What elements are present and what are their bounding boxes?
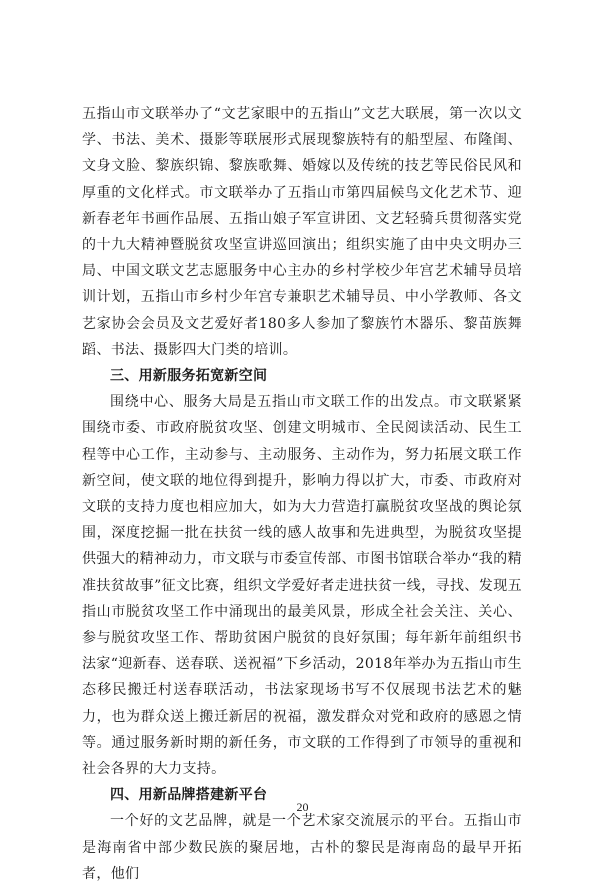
section-heading-4: 四、用新品牌搭建新平台 (110, 787, 268, 804)
page-number: 20 (296, 800, 309, 814)
paragraph-service-expansion: 围绕中心、服务大局是五指山市文联工作的出发点。市文联紧紧围绕市委、市政府脱贫攻坚、创建文明城市、全民阅读活动、民生工程等中心工作，主动参与、主动服务、主动作为，努力拓展文联工作新空间，使文联的地位得到提升，影响力得以扩大，市委、市政府对文联的支持力度也相应加大，如为大力营造打赢脱贫攻坚战的舆论氛围，深度挖掘一批在扶贫一线的感人故事和先进典型，为脱贫攻坚提供强大的精神动力，市文联与市委宣传部、市图书馆联合举办“我的精准扶贫故事”征文比赛，组织文学爱好者走进扶贫一线，寻找、发现五指山市脱贫攻坚工作中涌现出的最美风景，形成全社会关注、关心、参与脱贫攻坚工作、帮助贫困户脱贫的良好氛围；每年新年前组织书法家“迎新春、送春联、送祝福”下乡活动，2018年举办为五指山市生态移民搬迁村送春联活动，书法家现场书写不仅展现书法艺术的魅力，也为群众送上搬迁新居的祝福，激发群众对党和政府的感恩之情等。通过服务新时期的新任务，市文联的工作得到了市领导的重视和社会各界的大力支持。 (82, 394, 522, 778)
section-heading-3: 三、用新服务拓宽新空间 (110, 368, 268, 385)
paragraph-brand-platform: 一个好的文艺品牌，就是一个艺术家交流展示的平台。五指山市是海南省中部少数民族的聚居地，古朴的黎民是海南岛的最早开拓者，他们 (82, 813, 522, 882)
document-body (82, 101, 522, 887)
paragraph-wuzhishan-art-exhibition: 五指山市文联举办了“文艺家眼中的五指山”文艺大联展，第一次以文学、书法、美术、摄影等联展形式展现黎族特有的船型屋、布隆闺、文身文脸、黎族织锦、黎族歌舞、婚嫁以及传统的技艺等民俗民风和厚重的文化样式。市文联举办了五指山市第四届候鸟文化艺术节、迎新春老年书画作品展、五指山娘子军宣讲团、文艺轻骑兵贯彻落实党的十九大精神暨脱贫攻坚宣讲巡回演出；组织实施了由中央文明办三局、中国文联文艺志愿服务中心主办的乡村学校少年宫艺术辅导员培训计划，五指山市乡村少年宫专兼职艺术辅导员、中小学教师、各文艺家协会会员及文艺爱好者180多人参加了黎族竹木器乐、黎苗族舞蹈、书法、摄影四大门类的培训。 (82, 106, 522, 358)
